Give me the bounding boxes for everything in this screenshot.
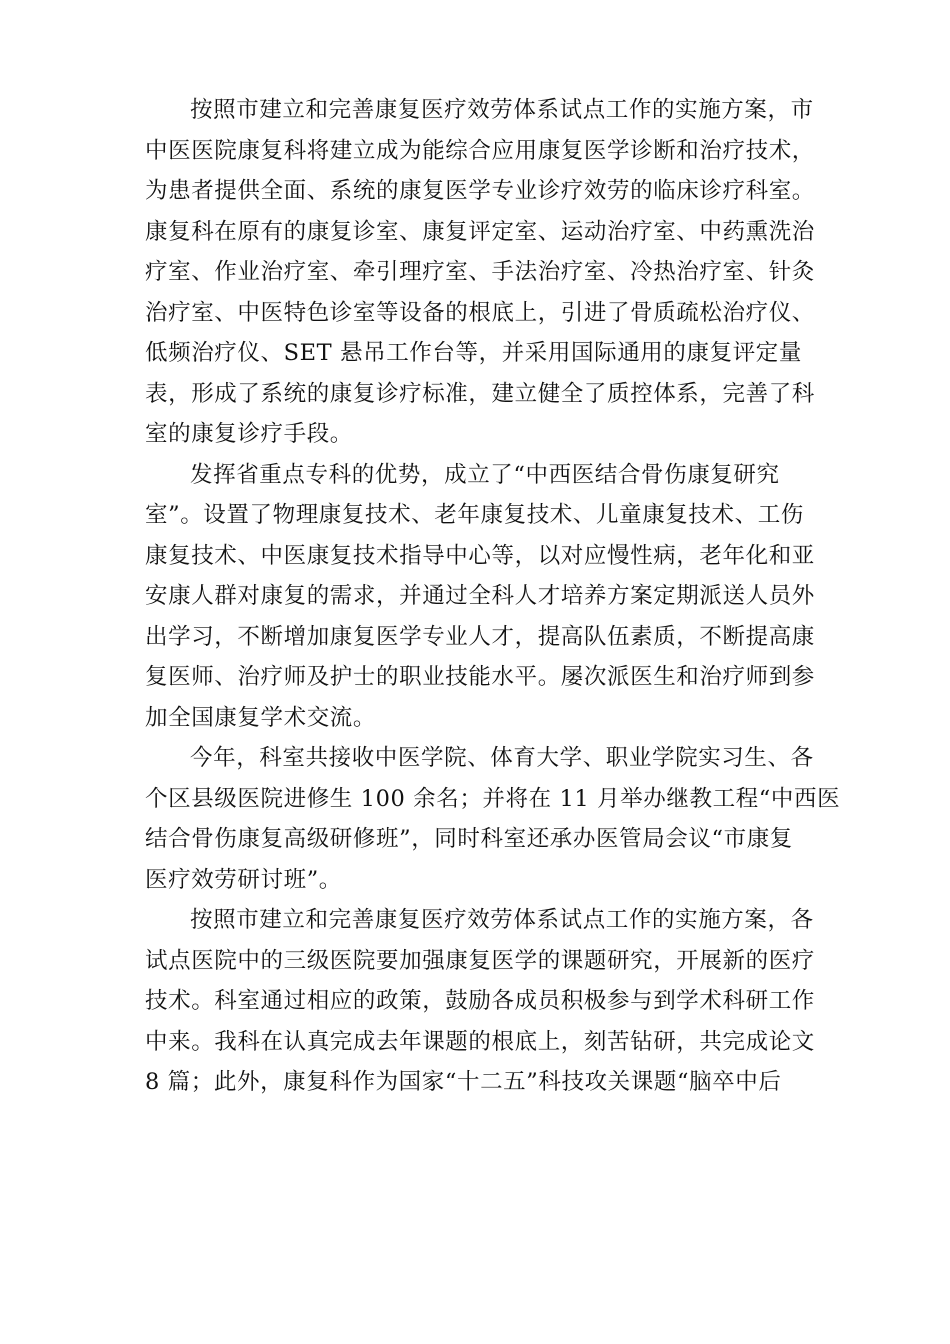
text-line: 中来。我科在认真完成去年课题的根底上，刻苦钻研，共完成论文	[145, 1028, 815, 1055]
text-line: 低频治疗仪、SET 悬吊工作台等，并采用国际通用的康复评定量	[145, 340, 802, 366]
text-line: 康复技术、中医康复技术指导中心等，以对应慢性病，老年化和亚	[145, 542, 815, 569]
text-line: 治疗室、中医特色诊室等设备的根底上，引进了骨质疏松治疗仪、	[145, 299, 815, 326]
text-line: 室的康复诊疗手段。	[145, 421, 353, 447]
text-line: 按照市建立和完善康复医疗效劳体系试点工作的实施方案，市	[190, 97, 814, 123]
text-line: 结合骨伤康复高级研修班”，同时科室还承办医管局会议“市康复	[145, 826, 793, 852]
document-body	[145, 90, 841, 1103]
text-line: 加全国康复学术交流。	[145, 704, 377, 731]
paragraph-1	[145, 90, 815, 455]
text-line: 技术。科室通过相应的政策，鼓励各成员积极参与到学术科研工作	[145, 988, 815, 1014]
text-line: 为患者提供全面、系统的康复医学专业诊疗效劳的临床诊疗科室。	[145, 178, 815, 204]
text-line: 中医医院康复科将建立成为能综合应用康复医学诊断和治疗技术，	[145, 137, 815, 164]
text-line: 按照市建立和完善康复医疗效劳体系试点工作的实施方案，各	[190, 907, 814, 933]
paragraph-4	[145, 900, 815, 1103]
text-line: 康复科在原有的康复诊室、康复评定室、运动治疗室、中药熏洗治	[145, 218, 815, 245]
text-line: 8 篇；此外，康复科作为国家“十二五”科技攻关课题“脑卒中后	[145, 1069, 782, 1095]
text-line: 疗室、作业治疗室、牵引理疗室、手法治疗室、冷热治疗室、针灸	[145, 259, 815, 285]
text-line: 今年，科室共接收中医学院、体育大学、职业学院实习生、各	[190, 745, 814, 771]
text-line: 医疗效劳研讨班”。	[145, 866, 342, 893]
text-line: 发挥省重点专科的优势，成立了“中西医结合骨伤康复研究	[190, 461, 780, 488]
text-line: 试点医院中的三级医院要加强康复医学的课题研究，开展新的医疗	[145, 947, 815, 974]
text-line: 表，形成了系统的康复诊疗标准，建立健全了质控体系，完善了科	[145, 380, 815, 407]
text-line: 室”。设置了物理康复技术、老年康复技术、儿童康复技术、工伤	[145, 502, 804, 528]
paragraph-2	[145, 455, 815, 739]
text-line: 个区县级医院进修生 100 余名；并将在 11 月举办继教工程“中西医	[145, 785, 841, 812]
text-line: 复医师、治疗师及护士的职业技能水平。屡次派医生和治疗师到参	[145, 664, 815, 690]
text-line: 安康人群对康复的需求，并通过全科人才培养方案定期派送人员外	[145, 583, 815, 609]
text-line: 出学习，不断增加康复医学专业人才，提高队伍素质，不断提高康	[145, 623, 815, 650]
paragraph-3	[145, 738, 841, 900]
